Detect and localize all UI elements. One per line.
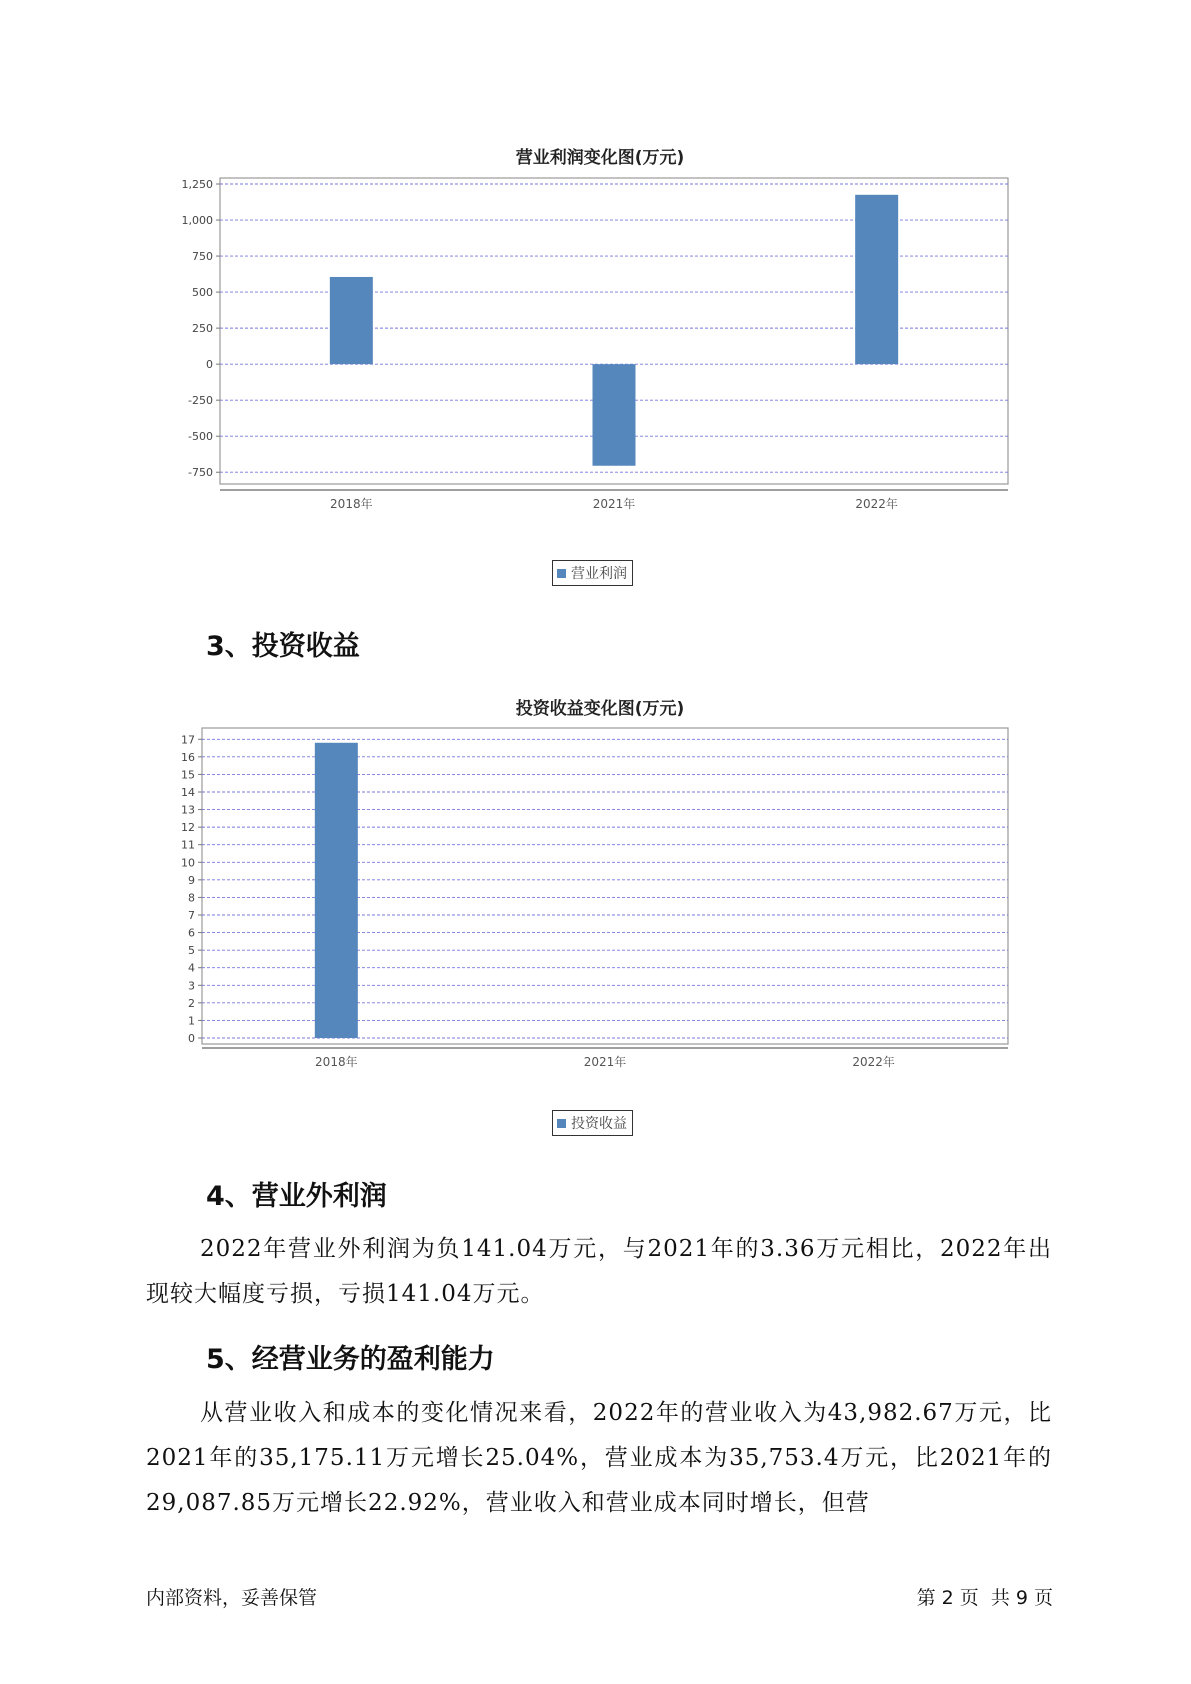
y-tick-label: 3 bbox=[188, 979, 195, 993]
y-tick-label: 750 bbox=[192, 250, 213, 264]
section-heading-profitability: 5、经营业务的盈利能力 bbox=[206, 1344, 495, 1375]
y-tick-label: 16 bbox=[181, 750, 195, 764]
x-tick-label: 2021年 bbox=[583, 1055, 627, 1069]
footer-confidential-note: 内部资料，妥善保管 bbox=[146, 1587, 318, 1609]
y-tick-label: 1,000 bbox=[181, 214, 213, 228]
chart-title-investment-income: 投资收益变化图(万元) bbox=[515, 699, 685, 719]
bar bbox=[315, 743, 358, 1038]
bar bbox=[330, 277, 373, 364]
y-tick-label: 0 bbox=[188, 1032, 195, 1045]
bar bbox=[855, 195, 898, 364]
y-tick-label: 11 bbox=[181, 838, 195, 852]
y-tick-label: 8 bbox=[188, 891, 195, 905]
chart-title-operating-profit: 营业利润变化图(万元) bbox=[515, 148, 685, 168]
y-tick-label: 13 bbox=[181, 803, 195, 817]
legend-operating-profit bbox=[552, 560, 633, 586]
y-tick-label: -500 bbox=[188, 430, 213, 444]
y-tick-label: 5 bbox=[188, 944, 195, 958]
x-tick-label: 2022年 bbox=[855, 497, 898, 511]
legend-swatch bbox=[557, 1119, 566, 1128]
y-tick-label: 2 bbox=[188, 996, 195, 1010]
legend-label: 投资收益 bbox=[571, 1116, 627, 1132]
x-tick-label: 2018年 bbox=[330, 497, 373, 511]
footer-page-number: 第 2 页 共 9 页 bbox=[916, 1587, 1053, 1609]
bar bbox=[593, 364, 636, 466]
operating-profit-chart bbox=[150, 170, 1030, 540]
legend-investment-income bbox=[552, 1110, 633, 1136]
y-tick-label: 6 bbox=[188, 926, 195, 940]
y-tick-label: 0 bbox=[206, 358, 213, 372]
y-tick-label: 500 bbox=[192, 286, 213, 300]
y-tick-label: 9 bbox=[188, 873, 195, 887]
y-tick-label: -750 bbox=[188, 466, 213, 480]
section-heading-investment-income: 3、投资收益 bbox=[206, 631, 360, 662]
y-tick-label: 14 bbox=[181, 785, 195, 799]
y-tick-label: 10 bbox=[181, 856, 195, 870]
y-tick-label: 1 bbox=[188, 1014, 195, 1028]
y-tick-label: 7 bbox=[188, 908, 195, 922]
y-tick-label: -250 bbox=[188, 394, 213, 408]
x-tick-label: 2021年 bbox=[592, 497, 636, 511]
y-tick-label: 4 bbox=[188, 961, 195, 975]
x-tick-label: 2018年 bbox=[315, 1055, 358, 1069]
y-tick-label: 1,250 bbox=[181, 178, 213, 191]
paragraph-profitability: 从营业收入和成本的变化情况来看，2022年的营业收入为43,982.67万元，比2021年的35,175.11万元增长25.04%，营业成本为35,753.4万元，比2021年的29,087.85万元增长22.92%，营业收入和营业成本同时增长，但营 bbox=[146, 1400, 1052, 1516]
paragraph-non-operating-profit: 2022年营业外利润为负141.04万元，与2021年的3.36万元相比，2022年出现较大幅度亏损，亏损141.04万元。 bbox=[146, 1236, 1052, 1307]
y-tick-label: 17 bbox=[181, 733, 195, 747]
investment-income-chart bbox=[150, 720, 1030, 1090]
section-heading-non-operating-profit: 4、营业外利润 bbox=[206, 1181, 387, 1212]
y-tick-label: 250 bbox=[192, 322, 213, 336]
y-tick-label: 12 bbox=[181, 821, 195, 835]
legend-label: 营业利润 bbox=[571, 566, 627, 582]
y-tick-label: 15 bbox=[181, 768, 195, 782]
x-tick-label: 2022年 bbox=[852, 1055, 895, 1069]
legend-swatch bbox=[557, 569, 566, 578]
